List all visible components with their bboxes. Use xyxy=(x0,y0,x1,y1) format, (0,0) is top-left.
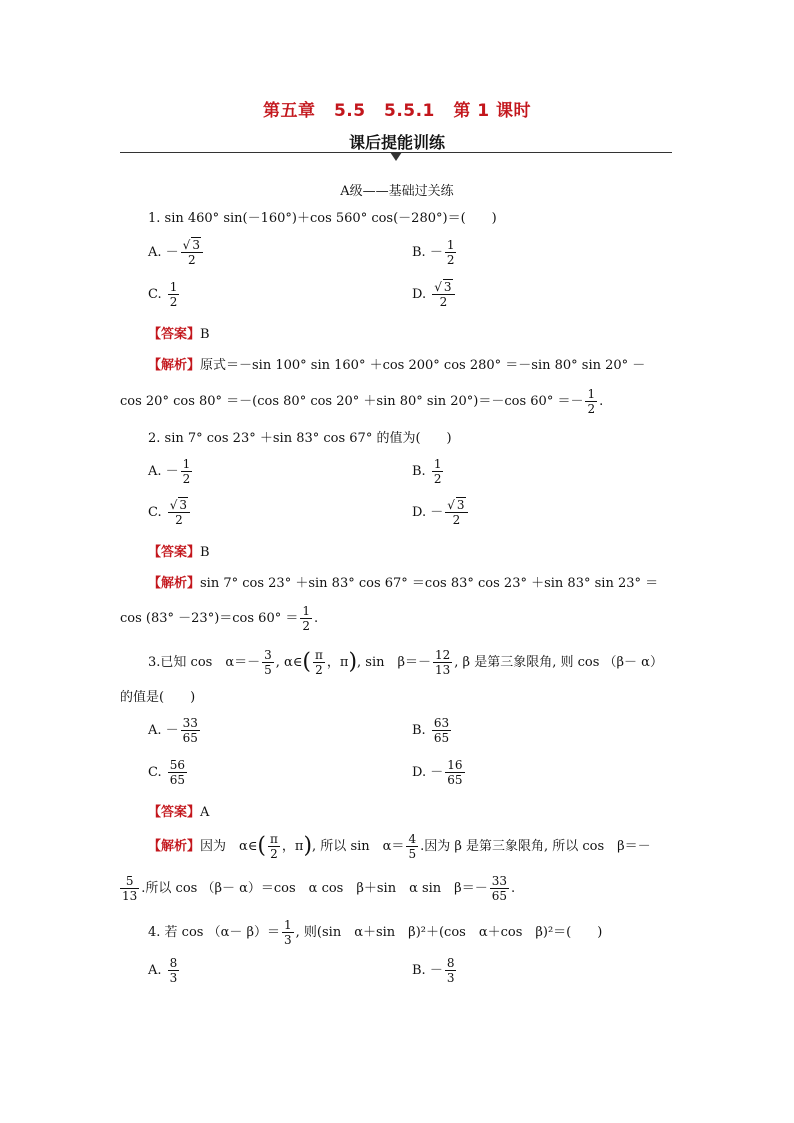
section-number: 5.5 xyxy=(333,101,366,121)
q2-analysis-line2: cos (83° －23°)＝cos 60° ＝ $\frac{1}{2}$ . xyxy=(120,604,319,633)
section-title: 课后提能训练 xyxy=(348,133,445,152)
q3-option-b: B. $\frac{63}{65}$ xyxy=(412,716,450,745)
divider-marker-icon xyxy=(390,152,402,161)
chapter-title xyxy=(0,96,794,121)
chapter-label: 第五章 xyxy=(263,101,316,121)
q4-option-b: B. － $\frac{8}{3}$ xyxy=(412,956,455,985)
q3-stem-line1: 3.已知 cos α＝－ $\frac{3}{5}$ , α∈( $\frac{\pi}{2}$ ，π), sin β＝－ $\frac{12}{13}$ , β 是第三象限角, 则 cos （β－ α） xyxy=(148,648,663,677)
q3-option-c: C. $\frac{56}{65}$ xyxy=(148,758,186,787)
q3-answer: 【答案】A xyxy=(148,805,210,820)
q1-analysis-line1: 【解析】原式＝－sin 100° sin 160° ＋cos 200° cos 280° ＝－sin 80° sin 20° － xyxy=(148,358,646,373)
q4-option-a: A. $\frac{8}{3}$ xyxy=(148,956,178,985)
q3-analysis-line1: 【解析】因为 α∈( $\frac{\pi}{2}$ ，π), 所以 sin α＝ $\frac{4}{5}$ .因为 β 是第三象限角, 所以 cos β＝－ xyxy=(148,832,651,861)
q2-option-a: A. － $\frac{1}{2}$ xyxy=(148,457,191,486)
q1-option-b: B. － $\frac{1}{2}$ xyxy=(412,238,455,267)
q1-option-a: A. － $\frac{√ 3}{2}$ xyxy=(148,238,205,267)
q2-stem: 2. sin 7° cos 23° ＋sin 83° cos 67° 的值为( ) xyxy=(148,431,452,446)
level-heading: A级——基础过关练 xyxy=(340,184,454,199)
q2-option-b: B. $\frac{1}{2}$ xyxy=(412,457,442,486)
q2-option-d: D. － $\frac{√ 3}{2}$ xyxy=(412,498,470,527)
q1-option-d: D. $\frac{√ 3}{2}$ xyxy=(412,280,457,309)
q1-answer: 【答案】B xyxy=(148,327,210,342)
q2-option-c: C. $\frac{√ 3}{2}$ xyxy=(148,498,192,527)
q4-stem: 4. 若 cos （α－ β）＝ $\frac{1}{3}$ , 则(sin α＋sin β)²＋(cos α＋cos β)²＝( ) xyxy=(148,918,603,947)
lesson-label: 第 1 课时 xyxy=(453,101,531,121)
q3-stem-line2: 的值是( ) xyxy=(120,690,196,705)
q1-analysis-line2: cos 20° cos 80° ＝－(cos 80° cos 20° ＋sin 80° sin 20°)＝－cos 60° ＝－ $\frac{1}{2}$ . xyxy=(120,387,604,416)
q3-analysis-line2: $\frac{5}{13}$ .所以 cos （β－ α）＝cos α cos β＋sin α sin β＝－ $\frac{33}{65}$ . xyxy=(122,874,516,903)
q1-option-c: C. $\frac{1}{2}$ xyxy=(148,280,178,309)
subsection-number: 5.5.1 xyxy=(383,101,435,121)
q1-option-a-fraction: $\frac{√ 3}{2}$ xyxy=(181,238,203,267)
q3-option-d: D. － $\frac{16}{65}$ xyxy=(412,758,463,787)
q1-stem: 1. sin 460° sin(－160°)＋cos 560° cos(－280°)＝( ) xyxy=(148,211,497,226)
q2-analysis-line1: 【解析】sin 7° cos 23° ＋sin 83° cos 67° ＝cos 83° cos 23° ＋sin 83° sin 23° ＝ xyxy=(148,576,659,591)
q2-answer: 【答案】B xyxy=(148,545,210,560)
q3-option-a: A. － $\frac{33}{65}$ xyxy=(148,716,198,745)
